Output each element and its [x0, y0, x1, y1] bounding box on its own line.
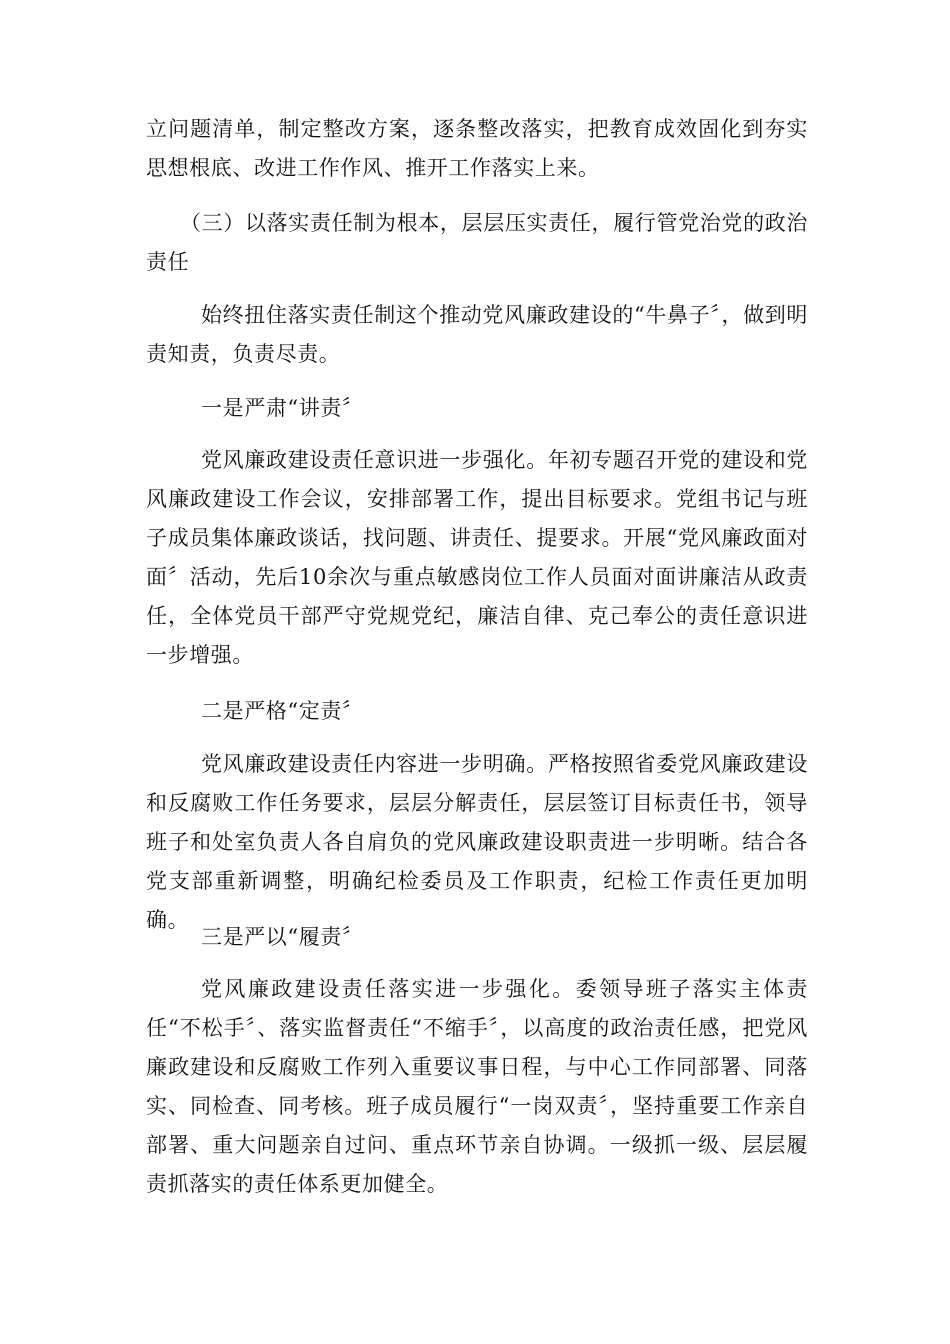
- subheading-three: 三是严以“履责〞: [201, 925, 364, 949]
- paragraph-two: 党风廉政建设责任内容进一步明确。严格按照省委党风廉政建设和反腐败工作任务要求，层层分解责任，层层签订目标责任书，领导班子和处室负责人各自肩负的党风廉政建设职责进一步明晰。结合各党支部重新调整，明确纪检委员及工作职责，纪检工作责任更加明确。: [146, 752, 808, 932]
- subheading-two: 二是严格“定责〞: [201, 699, 364, 723]
- paragraph-continuation: 立问题清单，制定整改方案，逐条整改落实，把教育成效固化到夯实思想根底、改进工作作风、推开工作落实上来。: [146, 117, 808, 180]
- subheading-one: 一是严肃“讲责〞: [201, 396, 364, 420]
- paragraph-one: 党风廉政建设责任意识进一步强化。年初专题召开党的建设和党风廉政建设工作会议，安排部署工作，提出目标要求。党组书记与班子成员集体廉政谈话，找问题、讲责任、提要求。开展“党风廉政面对面〞活动，先后10余次与重点敏感岗位工作人员面对面讲廉洁从政责任，全体党员干部严守党规党纪，廉洁自律、克己奉公的责任意识进一步增强。: [146, 448, 808, 667]
- paragraph-intro: 始终扭住落实责任制这个推动党风廉政建设的“牛鼻子〞，做到明责知责，负责尽责。: [146, 303, 808, 366]
- section-heading: （三）以落实责任制为根本，层层压实责任，履行管党治党的政治责任: [146, 211, 808, 274]
- paragraph-three: 党风廉政建设责任落实进一步强化。委领导班子落实主体责任“不松手〞、落实监督责任“不缩手〞，以高度的政治责任感，把党风廉政建设和反腐败工作列入重要议事日程，与中心工作同部署、同落实、同检查、同考核。班子成员履行“一岗双责〞，坚持重要工作亲自部署、重大问题亲自过问、重点环节亲自协调。一级抓一级、层层履责抓落实的责任体系更加健全。: [146, 977, 808, 1196]
